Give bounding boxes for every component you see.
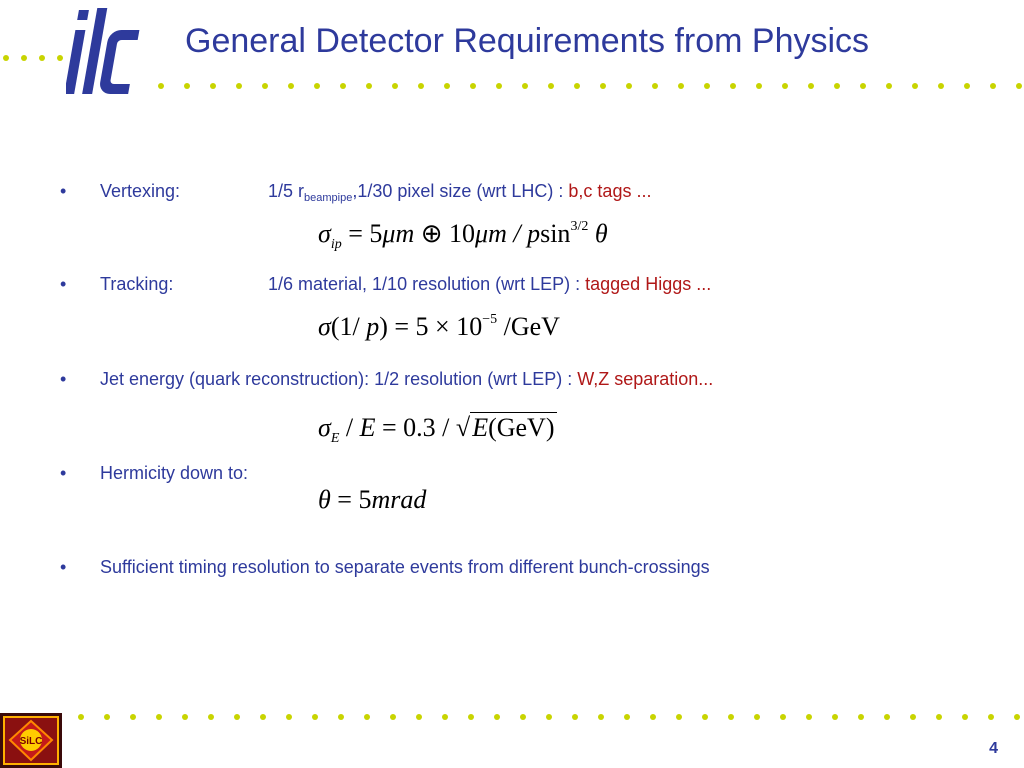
ilc-logo	[66, 4, 150, 98]
bullet-highlight: tagged Higgs ...	[585, 274, 712, 294]
decorative-dot	[782, 83, 788, 89]
equation-momentum-resolution: σ(1/ $p) = 5 \times 10^{-5}$ /GeV	[318, 312, 560, 341]
decorative-dot	[390, 714, 396, 720]
page-number: 4	[989, 740, 998, 757]
decorative-dot	[832, 714, 838, 720]
decorative-dot	[884, 714, 890, 720]
header-dots-line	[155, 80, 1024, 92]
sqrt-radicand: E(GeV)	[472, 413, 555, 442]
decorative-dot	[598, 714, 604, 720]
decorative-dot	[494, 714, 500, 720]
silc-logo-text: SiLC	[19, 736, 43, 747]
decorative-dot	[756, 83, 762, 89]
decorative-dot	[444, 83, 450, 89]
decorative-dot	[364, 714, 370, 720]
decorative-dot	[104, 714, 110, 720]
decorative-dot	[468, 714, 474, 720]
bullet-highlight: b,c tags ...	[568, 181, 652, 201]
decorative-dot	[546, 714, 552, 720]
decorative-dot	[780, 714, 786, 720]
decorative-dot	[626, 83, 632, 89]
decorative-dot	[678, 83, 684, 89]
decorative-dot	[442, 714, 448, 720]
bullet-highlight: W,Z separation...	[577, 369, 714, 389]
decorative-dot	[910, 714, 916, 720]
decorative-dot	[988, 714, 994, 720]
decorative-dot	[806, 714, 812, 720]
decorative-dot	[260, 714, 266, 720]
decorative-dot	[964, 83, 970, 89]
decorative-dot	[130, 714, 136, 720]
decorative-dot	[754, 714, 760, 720]
decorative-dot	[808, 83, 814, 89]
decorative-dot	[860, 83, 866, 89]
decorative-dot	[286, 714, 292, 720]
silc-logo	[0, 713, 62, 768]
decorative-dot	[702, 714, 708, 720]
decorative-dot	[858, 714, 864, 720]
decorative-dot	[574, 83, 580, 89]
bullet-marker: •	[60, 181, 67, 201]
decorative-dot	[572, 714, 578, 720]
equation-energy-resolution: $\sigma_E / E = 0.3 / √E(GeV)$	[318, 413, 555, 446]
decorative-dot	[158, 83, 164, 89]
decorative-dot	[522, 83, 528, 89]
equation-hermicity: θ = 5mrad	[318, 485, 427, 514]
bullet-marker: •	[60, 463, 67, 483]
decorative-dot	[234, 714, 240, 720]
decorative-dot	[624, 714, 630, 720]
footer-dots-line	[75, 711, 1024, 723]
decorative-dot	[416, 714, 422, 720]
decorative-dot	[990, 83, 996, 89]
decorative-dot	[652, 83, 658, 89]
decorative-dot	[208, 714, 214, 720]
decorative-dot	[340, 83, 346, 89]
bullet-marker: •	[60, 557, 67, 577]
decorative-dot	[704, 83, 710, 89]
decorative-dot	[338, 714, 344, 720]
decorative-dot	[392, 83, 398, 89]
bullet-detail: 1/5 $r_{beampipe},1/30$ pixel size (wrt LHC) : b,c tags ...	[268, 181, 652, 204]
decorative-dot	[314, 83, 320, 89]
decorative-dot	[366, 83, 372, 89]
sqrt-sign: √	[455, 413, 471, 442]
decorative-dot	[650, 714, 656, 720]
decorative-dot	[236, 83, 242, 89]
decorative-dot	[548, 83, 554, 89]
bullet-label: Vertexing:	[100, 181, 181, 201]
decorative-dot	[418, 83, 424, 89]
decorative-dot	[730, 83, 736, 89]
decorative-dot	[938, 83, 944, 89]
decorative-dot	[1016, 83, 1022, 89]
decorative-dot	[728, 714, 734, 720]
decorative-dot	[834, 83, 840, 89]
decorative-dot	[936, 714, 942, 720]
decorative-dot	[288, 83, 294, 89]
decorative-dot	[886, 83, 892, 89]
equation-impact-parameter: $\sigma_{ip} = 5\mu m$ ⊕ 10μm / psin$^{3/2}$ θ	[318, 219, 608, 252]
decorative-dot	[1014, 714, 1020, 720]
decorative-dot	[496, 83, 502, 89]
bullet-detail: 1/6 material, 1/10 resolution (wrt LEP) : tagged Higgs ...	[268, 274, 712, 294]
decorative-dot	[262, 83, 268, 89]
decorative-dot	[600, 83, 606, 89]
decorative-dot	[182, 714, 188, 720]
bullet-marker: •	[60, 369, 67, 389]
decorative-dot	[470, 83, 476, 89]
bullet-text: Jet energy (quark reconstruction): 1/2 resolution (wrt LEP) : W,Z separation...	[100, 369, 714, 389]
decorative-dot	[962, 714, 968, 720]
decorative-dot	[676, 714, 682, 720]
bullet-label: Tracking:	[100, 274, 174, 294]
bullet-text: Hermicity down to:	[100, 463, 249, 483]
decorative-dot	[78, 714, 84, 720]
decorative-dot	[912, 83, 918, 89]
slide-title: General Detector Requirements from Physics	[185, 22, 870, 60]
decorative-dot	[520, 714, 526, 720]
bullet-text: Sufficient timing resolution to separate events from different bunch-crossings	[100, 557, 710, 577]
header-dots-left	[0, 52, 70, 64]
decorative-dot	[312, 714, 318, 720]
decorative-dot	[184, 83, 190, 89]
decorative-dot	[210, 83, 216, 89]
decorative-dot	[156, 714, 162, 720]
bullet-marker: •	[60, 274, 67, 294]
